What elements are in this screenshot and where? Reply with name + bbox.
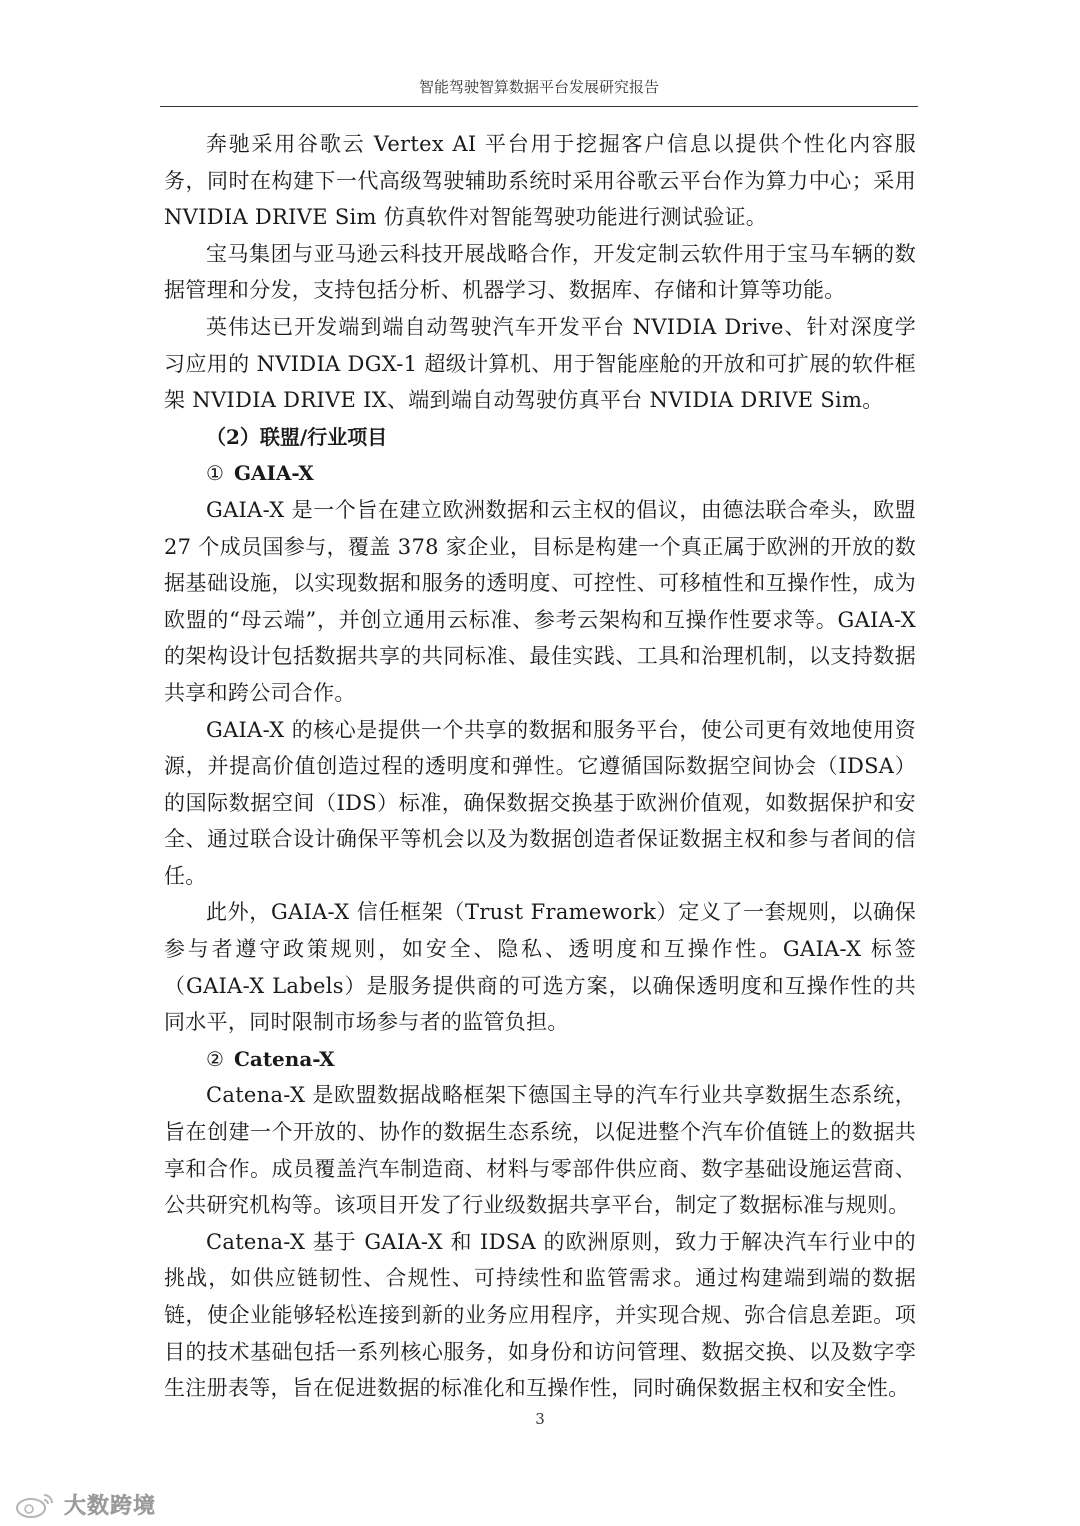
paragraph-gaia-x-intro: GAIA-X 是一个旨在建立欧洲数据和云主权的倡议，由德法联合牵头，欧盟 27 个成员国参与，覆盖 378 家企业，目标是构建一个真正属于欧洲的开放的数据基础设施，以实现数据和服务的透明度、可控性、可移植性和互操作性，成为欧盟的“母云端”，并创立通用云标准、参考云架构和互操作性要求等。GAIA-X 的架构设计包括数据共享的共同标准、最佳实践、工具和治理机制，以支持数据共享和跨公司合作。 (164, 497, 916, 705)
subheading-catena-x-title: Catena-X (233, 1046, 335, 1071)
paragraph-nvidia: 英伟达已开发端到端自动驾驶汽车开发平台 NVIDIA Drive、针对深度学习应用的 NVIDIA DGX-1 超级计算机、用于智能座舱的开放和可扩展的软件框架 NVIDIA DRIVE IX、端到端自动驾驶仿真平台 NVIDIA DRIVE Sim。 (164, 314, 916, 413)
weibo-logo-icon (14, 1489, 58, 1519)
paragraph-catena-x-intro: Catena-X 是欧盟数据战略框架下德国主导的汽车行业共享数据生态系统，旨在创建一个开放的、协作的数据生态系统，以促进整个汽车价值链上的数据共享和合作。成员覆盖汽车制造商、材料与零部件供应商、数字基础设施运营商、公共研究机构等。该项目开发了行业级数据共享平台，制定了数据标准与规则。 (164, 1083, 916, 1218)
circled-number-1: ① (206, 461, 224, 486)
paragraph-bmw: 宝马集团与亚马逊云科技开展战略合作，开发定制云软件用于宝马车辆的数据管理和分发，支持包括分析、机器学习、数据库、存储和计算等功能。 (164, 241, 916, 303)
section-heading: （2）联盟/行业项目 (206, 424, 388, 449)
subheading-catena-x (164, 1041, 916, 1078)
body-text (164, 126, 916, 1407)
page-number: 3 (535, 1410, 545, 1428)
paragraph-catena-x-principles: Catena-X 基于 GAIA-X 和 IDSA 的欧洲原则，致力于解决汽车行业中的挑战，如供应链韧性、合规性、可持续性和监管需求。通过构建端到端的数据链，使企业能够轻松连接到新的业务应用程序，并实现合规、弥合信息差距。项目的技术基础包括一系列核心服务，如身份和访问管理、数据交换、以及数字孪生注册表等，旨在促进数据的标准化和互操作性，同时确保数据主权和安全性。 (164, 1229, 916, 1401)
header-rule (160, 106, 918, 107)
subheading-gaia-x (164, 455, 916, 492)
paragraph-gaia-x-trust: 此外，GAIA-X 信任框架（Trust Framework）定义了一套规则，以确保参与者遵守政策规则，如安全、隐私、透明度和互操作性。GAIA-X 标签（GAIA-X Labels）是服务提供商的可选方案，以确保透明度和互操作性的共同水平，同时限制市场参与者的监管负担。 (164, 900, 916, 1035)
paragraph-mercedes: 奔驰采用谷歌云 Vertex AI 平台用于挖掘客户信息以提供个性化内容服务，同时在构建下一代高级驾驶辅助系统时采用谷歌云平台作为算力中心；采用 NVIDIA DRIVE Sim 仿真软件对智能驾驶功能进行测试验证。 (164, 132, 916, 230)
running-header: 智能驾驶智算数据平台发展研究报告 (418, 78, 659, 96)
watermark-text: 大数跨境 (64, 1493, 157, 1519)
paragraph-gaia-x-core: GAIA-X 的核心是提供一个共享的数据和服务平台，使公司更有效地使用资源，并提高价值创造过程的透明度和弹性。它遵循国际数据空间协会（IDSA）的国际数据空间（IDS）标准，确保数据交换基于欧洲价值观，如数据保护和安全、通过联合设计确保平等机会以及为数据创造者保证数据主权和参与者间的信任。 (164, 717, 916, 888)
subheading-gaia-x-title: GAIA-X (233, 461, 314, 486)
watermark (14, 1488, 156, 1520)
circled-number-2: ② (206, 1046, 224, 1071)
